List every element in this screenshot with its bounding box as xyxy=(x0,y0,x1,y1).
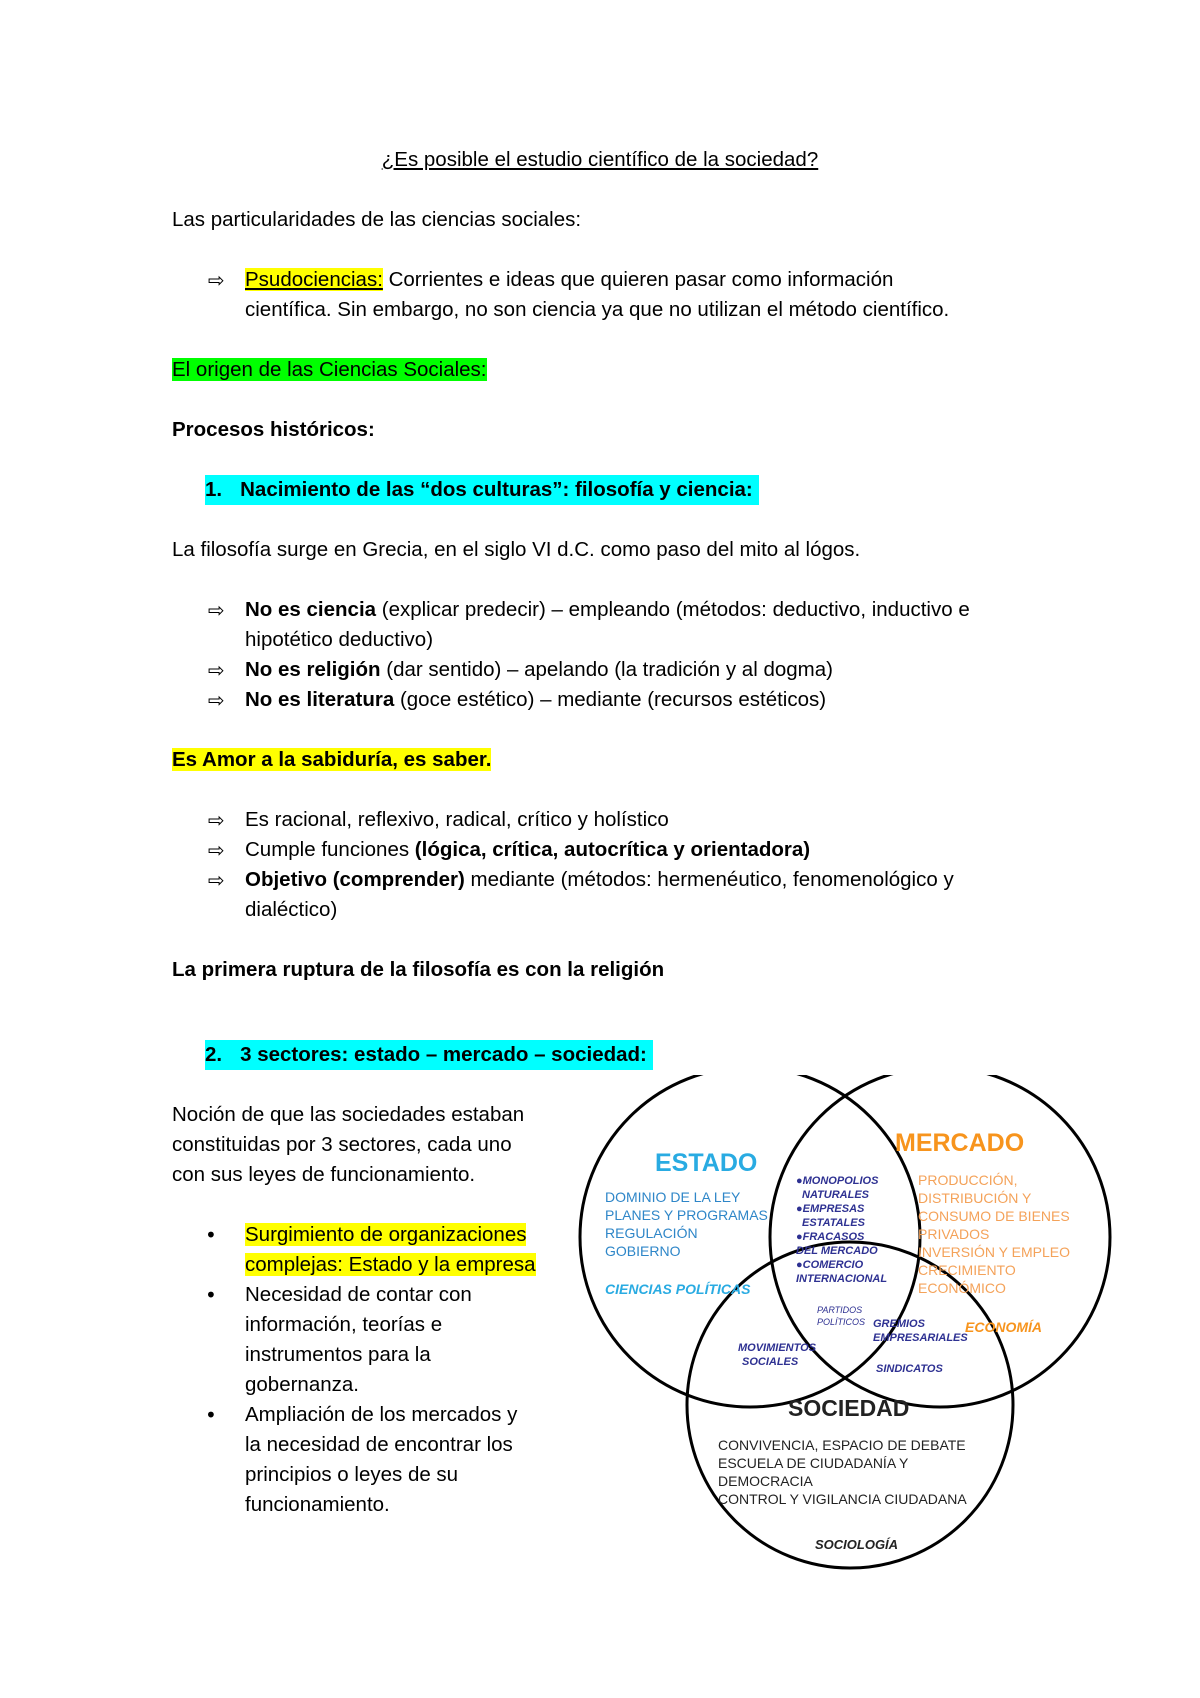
bullet-line: principios o leyes de su xyxy=(245,1463,459,1486)
mercado-lines xyxy=(918,1172,1070,1296)
intersection-line: ●MONOPOLIOS xyxy=(796,1175,879,1187)
center-lines xyxy=(817,1305,865,1327)
sociedad-discipline: SOCIOLOGÍA xyxy=(815,1537,899,1552)
origen-heading: El origen de las Ciencias Sociales: xyxy=(172,358,487,381)
estado-line: GOBIERNO xyxy=(605,1243,681,1259)
mercado-line: CRECIMIENTO xyxy=(918,1262,1016,1278)
mercado-line: ECONÓMICO xyxy=(918,1280,1006,1296)
page-title: ¿Es posible el estudio científico de la sociedad? xyxy=(381,148,819,171)
list-item: Es racional, reflexivo, radical, crítico y holístico xyxy=(245,808,669,831)
arrow-bullet-icon: ⇨ xyxy=(208,688,225,712)
center-line: PARTIDOS xyxy=(817,1305,863,1315)
sociedad-lines xyxy=(718,1437,967,1507)
bullet-icon: • xyxy=(205,1283,217,1307)
bullet-line: la necesidad de encontrar los xyxy=(245,1433,513,1456)
sociedad-line: DEMOCRACIA xyxy=(718,1473,813,1489)
estado-lines xyxy=(605,1189,768,1259)
section-2-heading: 2. 3 sectores: estado – mercado – sociedad: xyxy=(205,1040,653,1070)
estado-line: PLANES Y PROGRAMAS xyxy=(605,1207,768,1223)
bullet-line: funcionamiento. xyxy=(245,1493,390,1516)
mercado-line: INVERSIÓN Y EMPLEO xyxy=(918,1244,1070,1260)
arrow-bullet-icon: ⇨ xyxy=(208,808,225,832)
intersection-line: EMPRESARIALES xyxy=(873,1332,968,1344)
estado-sociedad-lines xyxy=(738,1342,817,1368)
intersection-line: ●EMPRESAS xyxy=(796,1203,865,1215)
intersection-line: SOCIALES xyxy=(742,1356,799,1368)
bullet-line: instrumentos para la xyxy=(245,1343,431,1366)
procesos-heading: Procesos históricos: xyxy=(172,418,375,441)
bullet-line: Ampliación de los mercados y xyxy=(245,1403,518,1426)
intersection-line: INTERNACIONAL xyxy=(796,1273,888,1285)
center-line: POLÍTICOS xyxy=(817,1317,866,1327)
mercado-title: MERCADO xyxy=(895,1129,1025,1157)
section-2-paragraph-line: constituidas por 3 sectores, cada uno xyxy=(172,1133,512,1156)
intro-text: Las particularidades de las ciencias sociales: xyxy=(172,208,582,231)
arrow-bullet-icon: ⇨ xyxy=(208,598,225,622)
sociedad-line: ESCUELA DE CIUDADANÍA Y xyxy=(718,1455,909,1471)
intersection-line: NATURALES xyxy=(802,1189,870,1201)
list-item: No es literatura (goce estético) – mediante (recursos estéticos) xyxy=(245,688,827,711)
estado-title: ESTADO xyxy=(655,1149,758,1177)
bullet-line: información, teorías e xyxy=(245,1313,443,1336)
sociedad-line: CONVIVENCIA, ESPACIO DE DEBATE xyxy=(718,1437,966,1453)
list-item-continuation: hipotético deductivo) xyxy=(245,628,434,651)
bullet-icon: • xyxy=(205,1403,217,1427)
arrow-bullet-icon: ⇨ xyxy=(208,838,225,862)
pseudo-line-1: Psudociencias: Corrientes e ideas que quieren pasar como información xyxy=(245,268,894,291)
list-item: Cumple funciones (lógica, crítica, autocrítica y orientadora) xyxy=(245,838,811,861)
list-item: No es ciencia (explicar predecir) – empleando (métodos: deductivo, inductivo e xyxy=(245,598,970,621)
section-1-paragraph: La filosofía surge en Grecia, en el siglo VI d.C. como paso del mito al lógos. xyxy=(172,538,861,561)
estado-mercado-lines xyxy=(796,1175,887,1285)
bullet-line: Necesidad de contar con xyxy=(245,1283,472,1306)
mercado-discipline: ECONOMÍA xyxy=(965,1319,1042,1335)
amor-heading: Es Amor a la sabiduría, es saber. xyxy=(172,748,492,771)
mercado-line: DISTRIBUCIÓN Y xyxy=(918,1190,1032,1206)
bullet-icon: • xyxy=(205,1223,217,1247)
sociedad-title: SOCIEDAD xyxy=(788,1395,910,1421)
intersection-line: ●COMERCIO xyxy=(796,1259,864,1271)
venn-diagram xyxy=(570,1075,1130,1575)
mercado-line: PRODUCCIÓN, xyxy=(918,1172,1018,1188)
estado-line: DOMINIO DE LA LEY xyxy=(605,1189,741,1205)
intersection-line: GREMIOS xyxy=(873,1318,925,1330)
intersection-line: MOVIMIENTOS xyxy=(738,1342,817,1354)
bullet-line: complejas: Estado y la empresa xyxy=(245,1253,536,1276)
section-2-paragraph-line: Noción de que las sociedades estaban xyxy=(172,1103,525,1126)
arrow-bullet-icon: ⇨ xyxy=(208,868,225,892)
section-1-heading: 1. Nacimiento de las “dos culturas”: filosofía y ciencia: xyxy=(205,475,759,505)
arrow-bullet-icon: ⇨ xyxy=(208,658,225,682)
list-item: Objetivo (comprender) mediante (métodos: hermenéutico, fenomenológico y xyxy=(245,868,954,891)
pseudo-term: Psudociencias: xyxy=(245,268,383,291)
pseudo-line-2: científica. Sin embargo, no son ciencia ya que no utilizan el método científico. xyxy=(245,298,950,321)
mercado-line: PRIVADOS xyxy=(918,1226,990,1242)
bullet-line: Surgimiento de organizaciones xyxy=(245,1223,527,1246)
estado-line: REGULACIÓN xyxy=(605,1225,698,1241)
intersection-line: ●FRACASOS xyxy=(796,1231,865,1243)
arrow-bullet-icon: ⇨ xyxy=(208,268,225,292)
sociedad-line: CONTROL Y VIGILANCIA CIUDADANA xyxy=(718,1491,967,1507)
bullet-line: gobernanza. xyxy=(245,1373,359,1396)
section-2-paragraph-line: con sus leyes de funcionamiento. xyxy=(172,1163,476,1186)
list-item-continuation: dialéctico) xyxy=(245,898,338,921)
ruptura-text: La primera ruptura de la filosofía es con la religión xyxy=(172,958,665,981)
estado-discipline: CIENCIAS POLÍTICAS xyxy=(605,1281,751,1297)
list-item: No es religión (dar sentido) – apelando (la tradición y al dogma) xyxy=(245,658,833,681)
mercado-line: CONSUMO DE BIENES xyxy=(918,1208,1070,1224)
intersection-line: ESTATALES xyxy=(802,1217,865,1229)
mercado-sociedad-lines xyxy=(873,1318,968,1375)
intersection-line: DEL MERCADO xyxy=(796,1245,878,1257)
intersection-line: SINDICATOS xyxy=(876,1363,943,1375)
